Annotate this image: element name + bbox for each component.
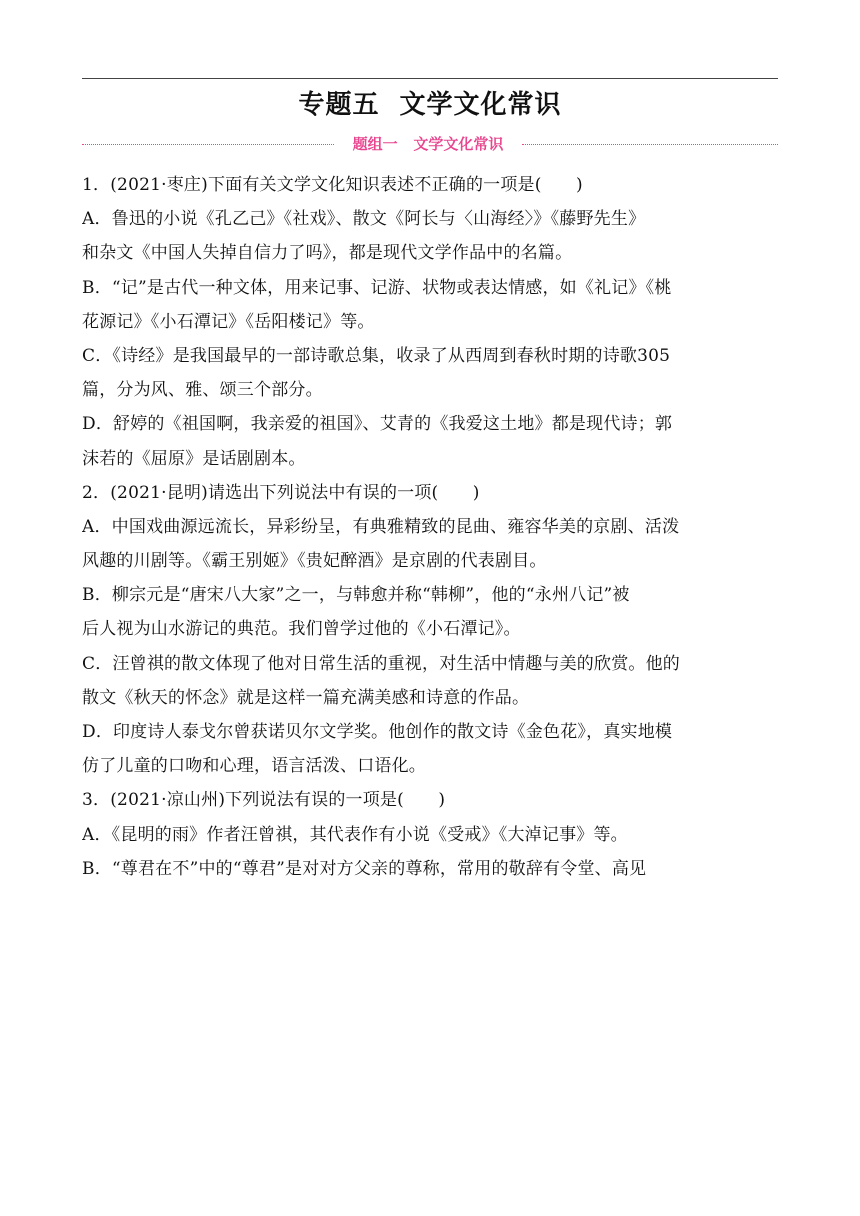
text-line: A．《昆明的雨》作者汪曾祺，其代表作有小说《受戒》《大淖记事》等。 bbox=[82, 824, 628, 845]
text-line: 和杂文《中国人失掉自信力了吗》，都是现代文学作品中的名篇。 bbox=[82, 243, 573, 264]
text-line: 沫若的《屈原》是话剧剧本。 bbox=[82, 448, 306, 469]
question-body bbox=[82, 168, 782, 886]
text-line: 1．(2021·枣庄)下面有关文学文化知识表述不正确的一项是( ) bbox=[82, 175, 583, 195]
text-line: 2．(2021·昆明)请选出下列说法中有误的一项( ) bbox=[82, 482, 480, 503]
text-line: D．印度诗人泰戈尔曾获诺贝尔文学奖。他创作的散文诗《金色花》，真实地模 bbox=[82, 722, 673, 742]
text-line: 后人视为山水游记的典范。我们曾学过他的《小石潭记》。 bbox=[82, 619, 521, 640]
text-line: 风趣的川剧等。《霸王别姬》《贵妃醉酒》是京剧的代表剧目。 bbox=[82, 551, 547, 572]
text-line: D．舒婷的《祖国啊，我亲爱的祖国》、艾青的《我爱这土地》都是现代诗；郭 bbox=[82, 414, 673, 435]
text-line: 花源记》《小石潭记》《岳阳楼记》等。 bbox=[82, 311, 375, 332]
text-line: B．“记”是古代一种文体，用来记事、记游、状物或表达情感，如《礼记》《桃 bbox=[82, 277, 672, 298]
text-line: 仿了儿童的口吻和心理，语言活泼、口语化。 bbox=[82, 756, 426, 777]
text-line: B．柳宗元是“唐宋八大家”之一，与韩愈并称“韩柳”，他的“永州八记”被 bbox=[82, 585, 630, 606]
dotted-divider-right bbox=[522, 144, 778, 145]
section-heading-row bbox=[82, 133, 778, 155]
text-line: C．《诗经》是我国最早的一部诗歌总集，收录了从西周到春秋时期的诗歌305 bbox=[82, 345, 671, 366]
text-line: 篇，分为风、雅、颂三个部分。 bbox=[82, 380, 323, 401]
text-line: 散文《秋天的怀念》就是这样一篇充满美感和诗意的作品。 bbox=[82, 687, 530, 708]
header-rule bbox=[82, 78, 778, 79]
text-line: A．鲁迅的小说《孔乙己》《社戏》、散文《阿长与〈山海经〉》《藤野先生》 bbox=[82, 209, 646, 230]
text-line: B．“尊君在不”中的“尊君”是对对方父亲的尊称，常用的敬辞有令堂、高见 bbox=[82, 858, 647, 879]
dotted-divider-left bbox=[82, 144, 334, 145]
text-line: A．中国戏曲源远流长，异彩纷呈，有典雅精致的昆曲、雍容华美的京剧、活泼 bbox=[82, 516, 680, 537]
section-heading: 题组一 文学文化常识 bbox=[352, 135, 504, 153]
text-line: 3．(2021·凉山州)下列说法有误的一项是( ) bbox=[82, 790, 446, 811]
text-line: C．汪曾祺的散文体现了他对日常生活的重视，对生活中情趣与美的欣赏。他的 bbox=[82, 653, 681, 674]
page-title: 专题五 文学文化常识 bbox=[298, 90, 562, 120]
